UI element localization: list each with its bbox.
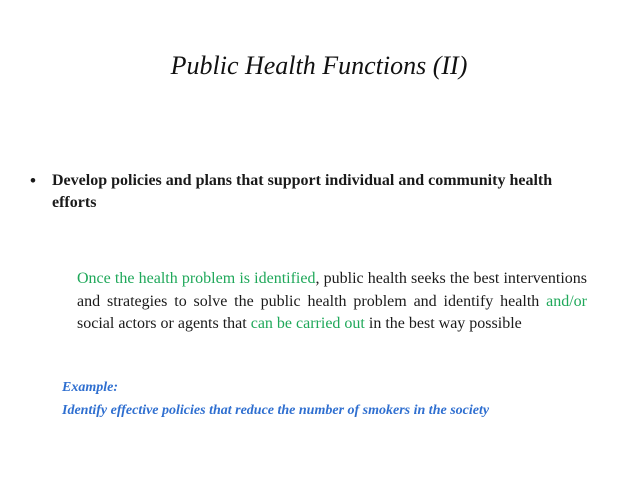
bullet-item	[30, 170, 590, 214]
description-paragraph	[77, 268, 587, 336]
bullet-text: Develop policies and plans that support individual and community health efforts	[52, 172, 553, 211]
example-label: Example:	[62, 380, 118, 395]
highlight-and-or: and/or	[546, 292, 587, 310]
highlight-problem-identified: Once the health problem is identified	[77, 270, 316, 287]
paragraph-text-1: , public health seeks the best interventions and strategies to solve the public health problem and identify health	[77, 270, 588, 310]
highlight-can-be-carried-out: can be carried out	[250, 315, 365, 332]
bullet-dot-icon: •	[30, 171, 36, 190]
example-text: Identify effective policies that reduce the number of smokers in the society	[62, 403, 490, 418]
slide-title: Public Health Functions (II)	[170, 51, 468, 80]
paragraph-text-3: in the best way possible	[364, 315, 522, 332]
paragraph-text-2: social actors or agents that	[77, 315, 251, 332]
